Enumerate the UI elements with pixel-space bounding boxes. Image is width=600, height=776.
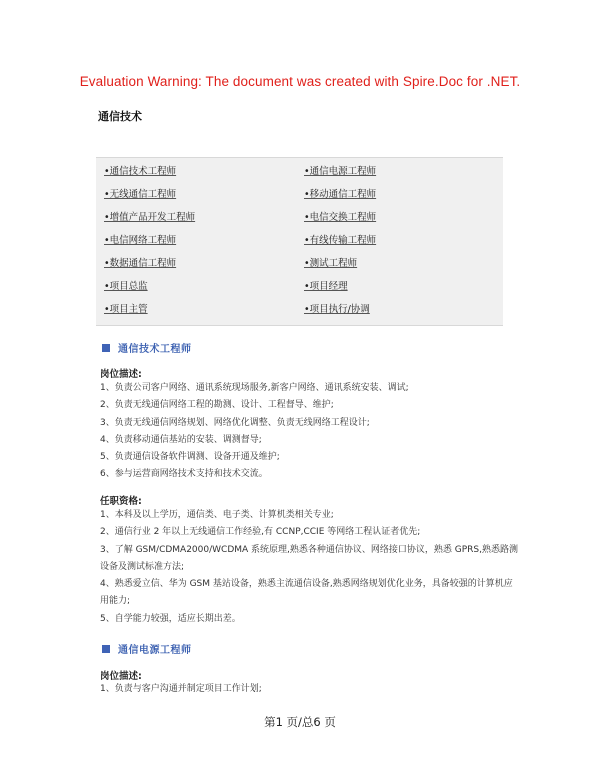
list-item: 2、通信行业 2 年以上无线通信工作经验,有 CCNP,CCIE 等网络工程认证者优先; bbox=[100, 527, 421, 538]
job-link[interactable]: •移动通信工程师 bbox=[304, 189, 377, 200]
list-item: 4、负责移动通信基站的安装、调测督导; bbox=[100, 434, 262, 445]
job-link[interactable]: •有线传输工程师 bbox=[304, 235, 377, 246]
job-link[interactable]: •增值产品开发工程师 bbox=[104, 212, 196, 223]
list-item: 1、本科及以上学历，通信类、电子类、计算机类相关专业; bbox=[100, 510, 334, 520]
duties-list bbox=[100, 681, 520, 698]
list-item: 1、负责公司客户网络、通讯系统现场服务,新客户网络、通讯系统安装、调试; bbox=[100, 383, 409, 393]
section-heading-text: 通信电源工程师 bbox=[118, 645, 192, 656]
list-item: 5、自学能力较强，适应长期出差。 bbox=[100, 613, 241, 624]
requirements-list bbox=[100, 507, 520, 628]
requirements-label: 任职资格: bbox=[100, 496, 142, 507]
section-heading bbox=[102, 641, 192, 656]
job-link[interactable]: •数据通信工程师 bbox=[104, 258, 177, 269]
list-item: 5、负责通信设备软件调测、设备开通及维护; bbox=[100, 452, 280, 463]
job-link[interactable]: •通信技术工程师 bbox=[104, 166, 177, 177]
list-item: 1、负责与客户沟通并制定项目工作计划; bbox=[100, 684, 262, 694]
section-heading-text: 通信技术工程师 bbox=[118, 344, 192, 355]
job-list-grid bbox=[104, 165, 495, 326]
list-item: 4、熟悉爱立信、华为 GSM 基站设备，熟悉主流通信设备,熟悉网络规划优化业务，具备较强的计算机应用能力; bbox=[100, 579, 513, 607]
list-item: 2、负责无线通信网络工程的勘测、设计、工程督导、维护; bbox=[100, 400, 334, 411]
list-item: 6、参与运营商网络技术支持和技术交流。 bbox=[100, 469, 268, 480]
section-bullet-square bbox=[102, 645, 110, 653]
evaluation-warning: Evaluation Warning: The document was created with Spire.Doc for .NET. bbox=[79, 74, 521, 89]
job-link[interactable]: •项目执行/协调 bbox=[304, 304, 370, 315]
job-link[interactable]: •电信交换工程师 bbox=[304, 212, 377, 223]
list-item: 3、负责无线通信网络规划、网络优化调整、负责无线网络工程设计; bbox=[100, 417, 370, 428]
section-heading bbox=[102, 340, 192, 355]
page-number: 第1 页/总6 页 bbox=[264, 715, 336, 729]
duties-label: 岗位描述: bbox=[100, 369, 142, 380]
list-item: 3、了解 GSM/CDMA2000/WCDMA 系统原理,熟悉各种通信协议、网络接口协议，熟悉 GPRS,熟悉路测设备及测试标准方法; bbox=[100, 544, 518, 572]
job-link[interactable]: •项目总监 bbox=[104, 281, 148, 292]
job-link[interactable]: •测试工程师 bbox=[304, 258, 358, 269]
job-link[interactable]: •项目主管 bbox=[104, 304, 148, 315]
document-title: 通信技术 bbox=[98, 110, 142, 123]
job-link[interactable]: •通信电源工程师 bbox=[304, 166, 377, 177]
duties-label: 岗位描述: bbox=[100, 671, 142, 682]
section-bullet-square bbox=[102, 344, 110, 352]
duties-list bbox=[100, 380, 520, 484]
job-link[interactable]: •无线通信工程师 bbox=[104, 189, 177, 200]
job-link[interactable]: •电信网络工程师 bbox=[104, 235, 177, 246]
job-list-box bbox=[96, 157, 503, 326]
job-link[interactable]: •项目经理 bbox=[304, 281, 348, 292]
